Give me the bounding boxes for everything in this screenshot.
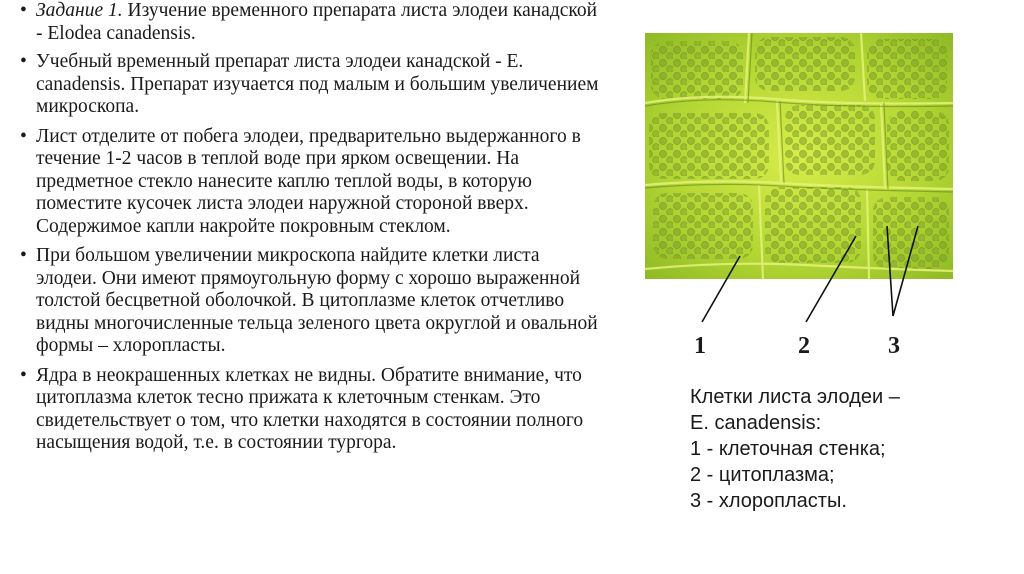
caption-line: 3 - хлоропласты.	[690, 490, 847, 512]
leader-line-1	[702, 256, 740, 322]
caption-line: 1 - клеточная стенка;	[690, 438, 886, 460]
bullet-item: • Учебный временный препарат листа элодеи канадской - E. canadensis. Препарат изучается под малым и большим увеличением микроскопа.	[20, 51, 600, 119]
caption-line: 2 - цитоплазма;	[690, 464, 835, 486]
figure-caption	[690, 384, 1010, 514]
caption-line: E. canadensis:	[690, 412, 822, 434]
figure-label-1: 1	[694, 333, 706, 359]
leader-line-2	[806, 236, 856, 322]
leader-line-3a	[887, 226, 893, 316]
figure-label-3: 3	[888, 333, 900, 359]
bullet-item: • Ядра в неокрашенных клетках не видны. Обратите внимание, что цитоплазма клеток тесно прижата к клеточным стенкам. Это свидетельствует о том, что клетки находятся в состоянии полного насыщения водой, т.е. в состоянии тургора.	[20, 365, 600, 455]
task-title: Изучение временного препарата листа элодеи канадской - Elodea canadensis.	[36, 0, 598, 44]
bullet-item: • Лист отделите от побега элодеи, предварительно выдержанного в течение 1-2 часов в теплой воде при ярком освещении. На предметное стекло нанесите каплю теплой воды, в которую поместите кусочек листа элодеи наружной стороной вверх. Содержимое капли накройте покровным стеклом.	[20, 126, 600, 239]
bullet-item: • При большом увеличении микроскопа найдите клетки листа элодеи. Они имеют прямоугольную форму с хорошо выраженной толстой бесцветной оболочкой. В цитоплазме клеток отчетливо видны многочисленные тельца зеленого цвета округлой и овальной формы – хлоропласты.	[20, 245, 600, 358]
leader-line-3b	[893, 226, 918, 316]
caption-line: Клетки листа элодеи –	[690, 386, 900, 408]
task-label: Задание 1.	[36, 0, 123, 21]
figure-label-2: 2	[798, 333, 810, 359]
